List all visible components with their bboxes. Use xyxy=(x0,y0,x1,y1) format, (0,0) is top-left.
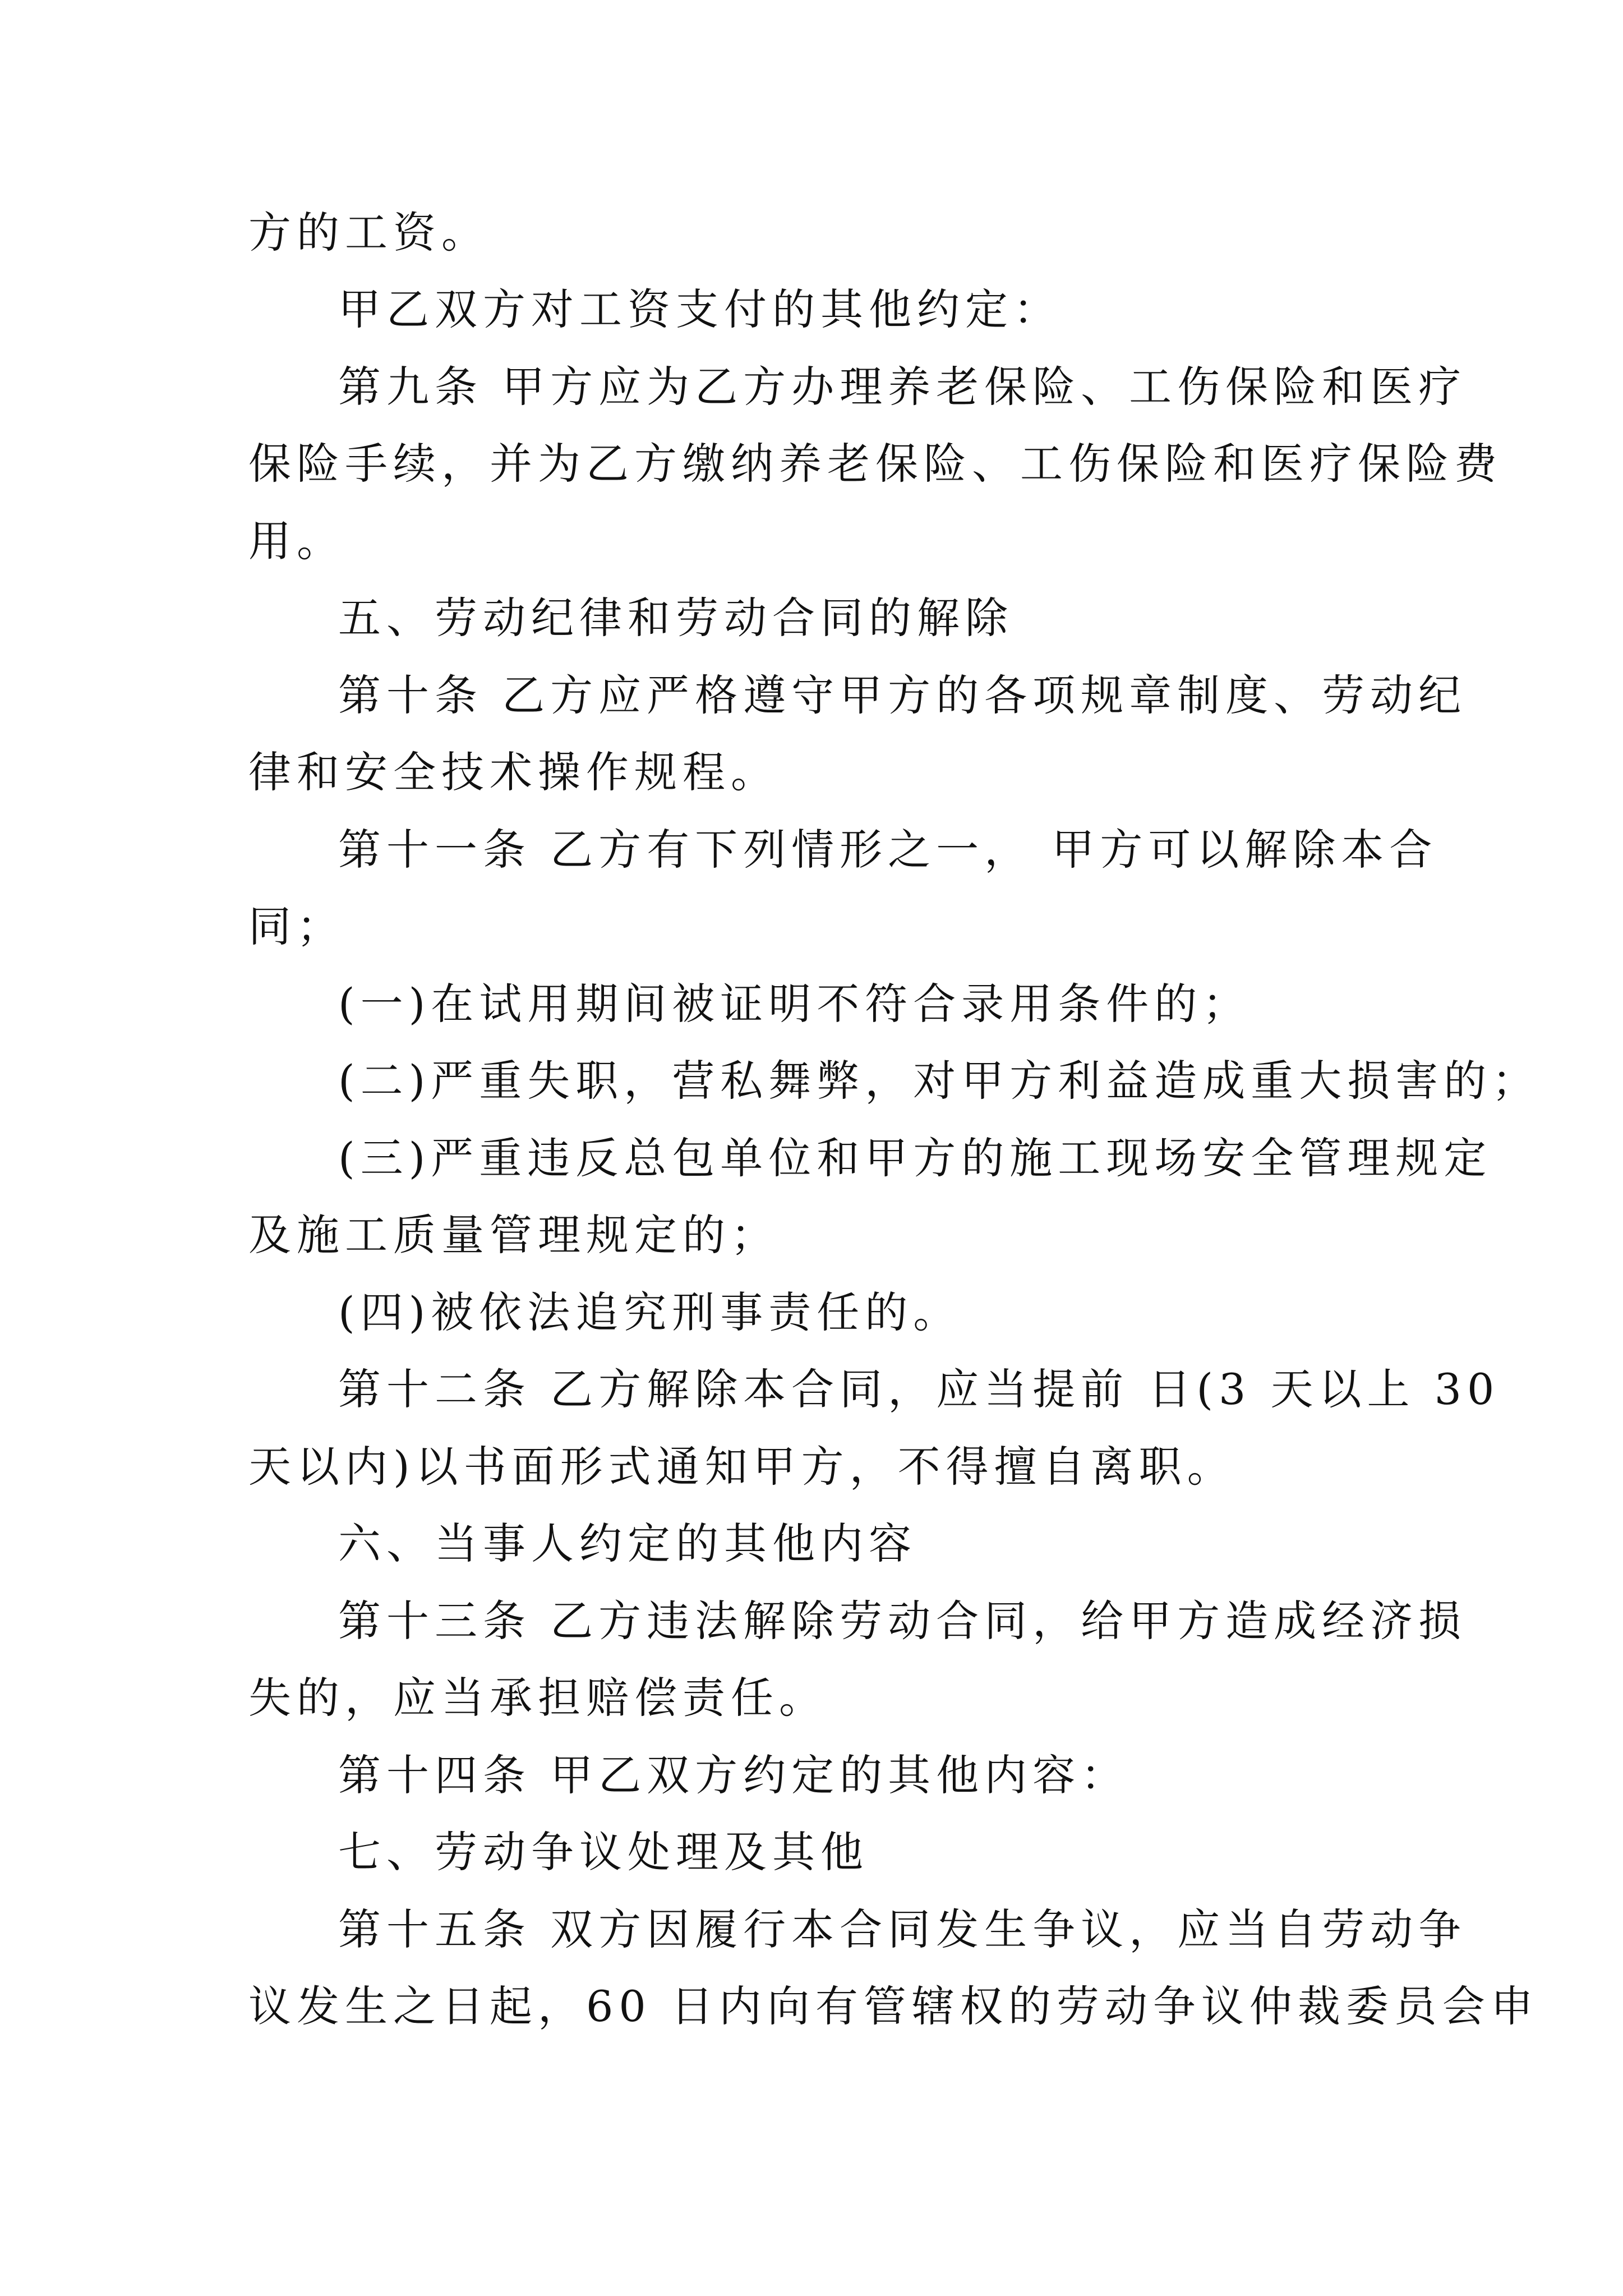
section-heading: 七、劳动争议处理及其他 xyxy=(338,1827,869,1877)
text-line: 第十一条 乙方有下列情形之一， 甲方可以解除本合 xyxy=(338,825,1438,875)
text-line: 第十四条 甲乙双方约定的其他内容： xyxy=(338,1750,1129,1800)
text-line: 及施工质量管理规定的； xyxy=(248,1210,779,1260)
text-line: 保险手续，并为乙方缴纳养老保险、工伤保险和医疗保险费 xyxy=(248,439,1502,489)
text-line: 方的工资。 xyxy=(248,208,490,257)
text-line: 第十条 乙方应严格遵守甲方的各项规章制度、劳动纪 xyxy=(338,670,1467,720)
text-line: 失的，应当承担赔偿责任。 xyxy=(248,1673,827,1723)
text-line: 议发生之日起，60 日内向有管辖权的劳动争议仲裁委员会申 xyxy=(248,1981,1539,2031)
list-item: (四)被依法追究刑事责任的。 xyxy=(338,1287,962,1337)
text-line: 同； xyxy=(248,901,345,951)
list-item: (三)严重违反总包单位和甲方的施工现场安全管理规定 xyxy=(338,1133,1492,1183)
section-heading: 六、当事人约定的其他内容 xyxy=(338,1519,917,1568)
text-line: 用。 xyxy=(248,516,345,566)
text-line: 第十五条 双方因履行本合同发生争议，应当自劳动争 xyxy=(338,1904,1467,1954)
text-line: 律和安全技术操作规程。 xyxy=(248,747,779,797)
section-heading: 五、劳动纪律和劳动合同的解除 xyxy=(338,593,1013,643)
list-item: (二)严重失职，营私舞弊，对甲方利益造成重大损害的； xyxy=(338,1056,1541,1106)
text-line: 甲乙双方对工资支付的其他约定： xyxy=(338,284,1062,334)
text-line: 第十二条 乙方解除本合同，应当提前 日(3 天以上 30 xyxy=(338,1364,1500,1414)
text-line: 第十三条 乙方违法解除劳动合同，给甲方造成经济损 xyxy=(338,1596,1467,1646)
list-item: (一)在试用期间被证明不符合录用条件的； xyxy=(338,979,1251,1029)
text-line: 第九条 甲方应为乙方办理养老保险、工伤保险和医疗 xyxy=(338,362,1467,412)
text-line: 天以内)以书面形式通知甲方，不得擅自离职。 xyxy=(248,1442,1235,1492)
